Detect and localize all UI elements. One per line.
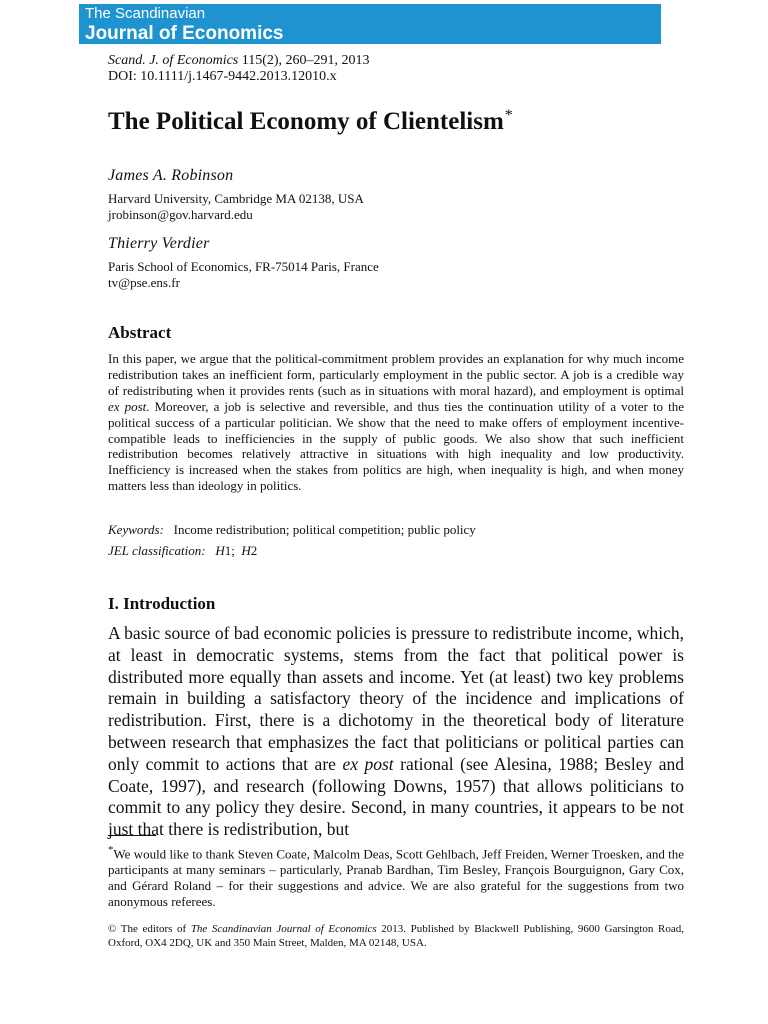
author-1-email: jrobinson@gov.harvard.edu bbox=[108, 207, 253, 222]
banner-line-1: The Scandinavian bbox=[85, 5, 206, 22]
copyright-text-part: 2013. Published by Blackwell Publishing, 9600 Garsington Road, Oxford, OX4 2DQ, UK and 350 Main Street, Malden, MA 02148, USA. bbox=[108, 923, 684, 949]
abstract-text-part: In this paper, we argue that the political-commitment problem provides an explanation for why much income redistribution takes an inefficient form, particularly employment in the public sector. A job is a credible way of redistributing when it provides rents (such as in situations with moral hazard), and employment is optimal bbox=[108, 351, 684, 398]
intro-text-part: A basic source of bad economic policies is pressure to redistribute income, which, at least in democratic systems, stems from the fact that political power is distributed more equally than assets and income. Yet (at least) two key problems remain in building a satisfactory theory of the incidence and implications of redistribution. First, there is a dichotomy in the theoretical body of literature between research that emphasizes the fact that politicians or political parties can only commit to actions that are bbox=[108, 623, 684, 774]
author-2-affiliation: Paris School of Economics, FR-75014 Paris, France bbox=[108, 259, 379, 274]
author-1-affiliation: Harvard University, Cambridge MA 02138, USA bbox=[108, 191, 364, 206]
paper-title-text: The Political Economy of Clientelism bbox=[108, 108, 504, 135]
abstract-emphasis: ex post bbox=[108, 398, 147, 414]
footnote-rule bbox=[108, 835, 156, 836]
keywords-value: Income redistribution; political competition; public policy bbox=[173, 522, 476, 537]
jel-code-number: 1 bbox=[224, 543, 232, 558]
intro-emphasis: ex post bbox=[342, 753, 394, 774]
citation-volume: 115(2), 260–291, 2013 bbox=[238, 53, 370, 68]
copyright-journal-name: The Scandinavian Journal of Economics bbox=[190, 923, 377, 935]
footnote-mark: * bbox=[108, 844, 114, 856]
intro-text-part: rational (see Alesina, 1988; Besley and Coate, 1997), and research (following Downs, 1957) that allows politicians to commit to any policy they desire. Second, in many countries, it appears to be not just that there is redistribution, but bbox=[108, 753, 684, 840]
author-2-email: tv@pse.ens.fr bbox=[108, 275, 180, 290]
paper-title bbox=[108, 101, 513, 137]
copyright-notice bbox=[108, 923, 684, 950]
jel-code-letter: H bbox=[215, 543, 225, 558]
keywords-line: Keywords: Income redistribution; political competition; public policy bbox=[108, 522, 476, 537]
jel-line: JEL classification: H1; H2 bbox=[108, 543, 258, 558]
keywords-label: Keywords bbox=[108, 522, 160, 537]
journal-banner bbox=[79, 4, 661, 44]
abstract-text-part: . Moreover, a job is selective and reversible, and thus ties the continuation utility of a voter to the political success of a particular politician. We show that the need to make offers of employment incentive-compatible leads to inefficiencies in the supply of public goods. We also show that such inefficient redistribution becomes relatively attractive in situations with high inequality and low productivity. Inefficiency is increased when the stakes from politics are high, when inequality is high, and when money matters less than ideology in politics. bbox=[108, 398, 684, 494]
footnote bbox=[108, 842, 684, 910]
abstract-heading: Abstract bbox=[108, 323, 172, 342]
citation-doi: DOI: 10.1111/j.1467-9442.2013.12010.x bbox=[108, 69, 337, 84]
jel-code-letter: H bbox=[241, 543, 251, 558]
author-2-name: Thierry Verdier bbox=[108, 235, 210, 252]
intro-heading: I. Introduction bbox=[108, 594, 216, 613]
copyright-text-part: The editors of bbox=[116, 923, 191, 935]
citation-journal: Scand. J. of Economics bbox=[108, 53, 239, 68]
citation-line bbox=[108, 53, 370, 69]
title-footnote-mark: * bbox=[504, 107, 513, 124]
footnote-text: We would like to thank Steven Coate, Malcolm Deas, Scott Gehlbach, Jeff Freiden, Werner Troesken, and the participants at many seminars – particularly, Pranab Bardhan, Tim Besley, François Bourguignon, Gary Cox, and Gérard Roland – for their suggestions and advice. We are also grateful for the suggestions from two anonymous referees. bbox=[108, 846, 684, 910]
author-1-name: James A. Robinson bbox=[108, 167, 234, 184]
intro-text bbox=[108, 623, 684, 841]
jel-code-number: 2 bbox=[250, 543, 258, 558]
jel-label: JEL classification bbox=[108, 543, 202, 558]
copyright-symbol: © bbox=[108, 923, 117, 935]
abstract-text bbox=[108, 351, 684, 494]
banner-journal-name: Journal of Economics bbox=[85, 23, 284, 44]
